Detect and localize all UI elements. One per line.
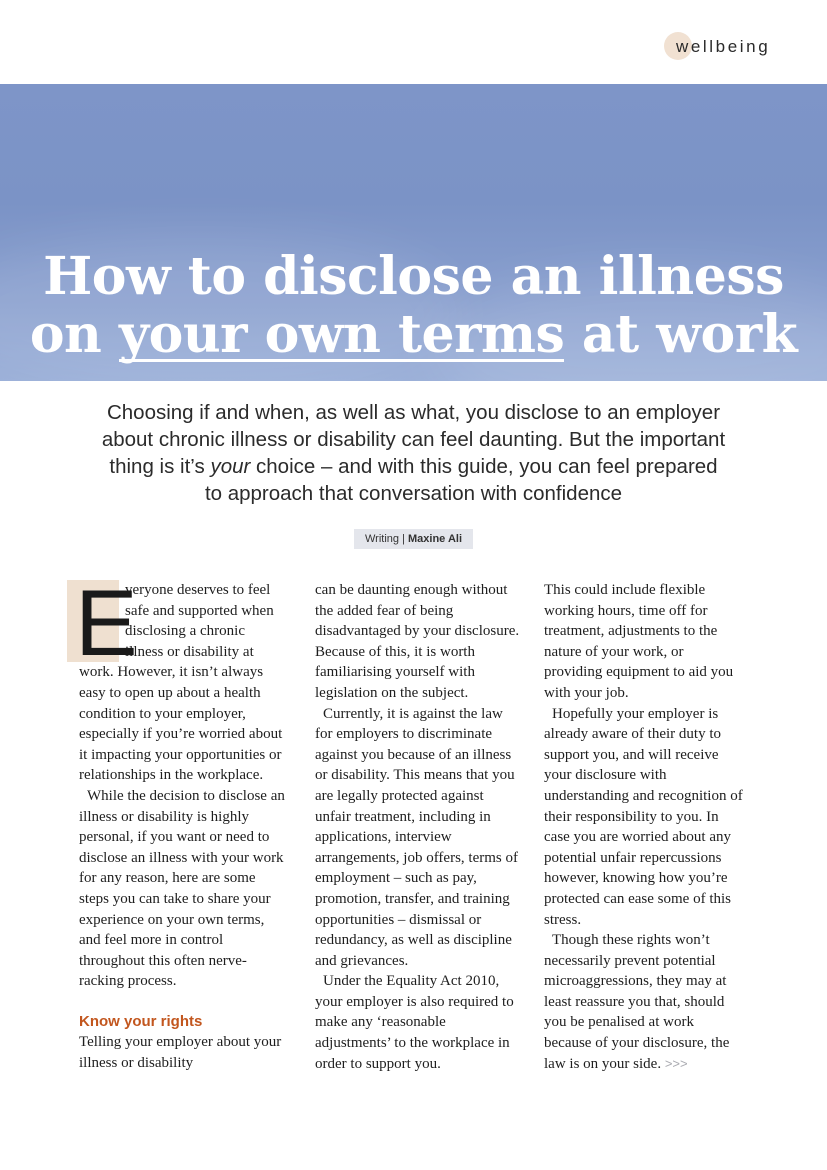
paragraph: can be daunting enough without the added fear of being disadvantaged by your disclosure. Because of this, it is worth familiarising yourself with legislation on the subject. — [315, 582, 520, 701]
continue-marker: >>> — [664, 1055, 688, 1071]
headline-line-2-start: on — [29, 304, 119, 365]
headline-emphasis: your own terms — [118, 304, 565, 365]
standfirst-part-1: Choosing if and when, as well as what, you disclose to an employer about chronic illness or disability can feel daunting. But the important thing is it’s — [101, 401, 726, 478]
drop-cap-letter: E — [75, 570, 138, 675]
headline-line-1: How to disclose an illness — [43, 246, 784, 307]
byline-author: Maxine Ali — [408, 533, 462, 545]
body-column-1 — [75, 570, 285, 1074]
byline-role: Writing — [364, 533, 400, 545]
drop-cap — [67, 570, 138, 675]
body-column-2 — [315, 580, 521, 1074]
paragraph: This could include flexible working hours, time off for treatment, adjustments to the nature of your work, or providing equipment to aid you with your job. — [544, 582, 734, 701]
subheading: Know your rights — [79, 1012, 203, 1030]
headline-line-2-end: at work — [564, 304, 798, 365]
paragraph: Currently, it is against the law for employers to discriminate against you because of an illness or disability. This means that you are legally protected against unfair treatment, including in applications, interview arrangements, job offers, terms of employment – such as pay, promotion, transfer, and training opportunities – dismissal or redundancy, as well as discipline and grievances. — [315, 705, 518, 969]
standfirst-emphasis: your — [210, 455, 251, 478]
byline-separator: | — [402, 533, 405, 545]
section-label: wellbeing — [676, 37, 771, 56]
standfirst — [100, 399, 727, 507]
paragraph: Telling your employer about your illness or disability — [79, 1034, 282, 1072]
paragraph: While the decision to disclose an illness or disability is highly personal, if you want or need to disclose an illness with your work for any reason, here are some steps you can take to share your experience on your own terms, and feel more in control throughout this often nerve-racking process. — [79, 787, 285, 990]
paragraph — [544, 930, 744, 1074]
headline — [0, 248, 827, 364]
paragraph: Hopefully your employer is already aware of their duty to support you, and will receive your disclosure with understanding and recognition of their responsibility to you. In case you are worried about any potential unfair repercussions however, knowing how you’re protected can ease some of this stress. — [544, 705, 743, 928]
standfirst-part-2: choice – and with this guide, you can feel prepared to approach that conversation with confidence — [204, 455, 718, 505]
byline — [354, 529, 473, 549]
body-column-3 — [544, 580, 744, 1074]
section-tag — [664, 32, 794, 60]
paragraph-text: Though these rights won’t necessarily prevent potential microaggressions, they may at least reassure you that, should you be penalised at work because of your disclosure, the law is on your side. — [544, 932, 730, 1072]
paragraph: veryone deserves to feel safe and supported when disclosing a chronic illness or disability at work. However, it isn’t always easy to open up about a health condition to your employer, especially if you’re worried about it impacting your opportunities or relationships in the workplace. — [79, 582, 283, 784]
paragraph: Under the Equality Act 2010, your employer is also required to make any ‘reasonable adjustments’ to the workplace in order to support you. — [315, 973, 514, 1072]
headline-line-2 — [0, 306, 827, 364]
